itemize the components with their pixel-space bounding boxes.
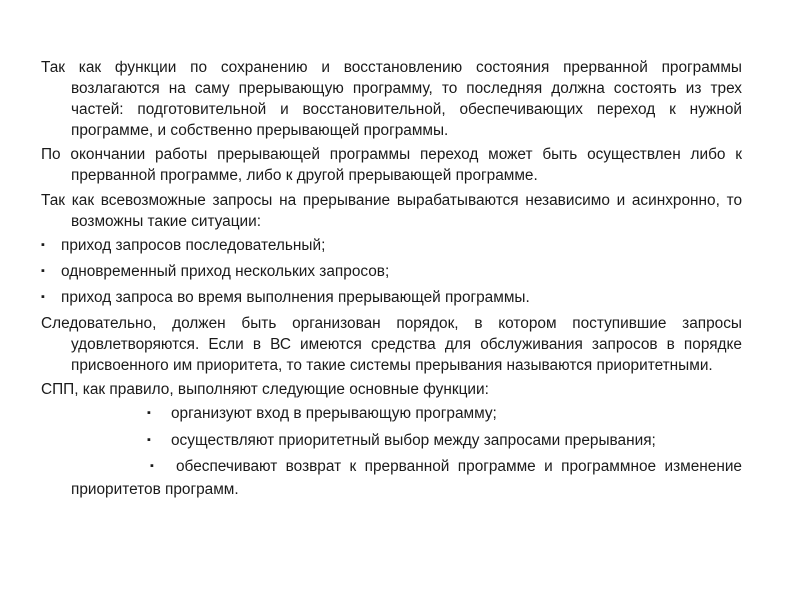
list-item-function (41, 430, 742, 453)
bullet-icon: ▪ (41, 238, 45, 251)
list-item-situation (41, 287, 742, 310)
list-item-function (41, 456, 742, 500)
bullet-icon: ▪ (150, 459, 154, 472)
bullet-icon: ▪ (147, 407, 151, 420)
function-text: обеспечивают возврат к прерванной программе и программное изменение приоритетов программ. (71, 457, 742, 498)
bullet-icon: ▪ (41, 264, 45, 277)
function-text: организуют вход в прерывающую программу; (171, 405, 497, 423)
list-item-situation (41, 235, 742, 258)
situation-text: одновременный приход нескольких запросов; (61, 262, 390, 280)
function-text: осуществляют приоритетный выбор между запросами прерывания; (171, 431, 656, 449)
slide-text-body (41, 57, 742, 500)
paragraph-interrupt-program-parts: Так как функции по сохранению и восстановлению состояния прерванной программы возлагаются на саму прерывающую программу, то последняя должна состоять из трех частей: подготовительной и восстановительной, обеспечивающих переход к нужной программе, и собственно прерывающей программы. (41, 59, 742, 140)
paragraph-spp-functions-intro: СПП, как правило, выполняют следующие основные функции: (41, 381, 489, 399)
list-item-function (41, 403, 742, 426)
paragraph-async-requests: Так как всевозможные запросы на прерывание вырабатываются независимо и асинхронно, то возможны такие ситуации: (41, 191, 742, 230)
list-item-situation (41, 261, 742, 284)
paragraph-transition-after-interrupt: По окончании работы прерывающей программы переход может быть осуществлен либо к прерванной программе, либо к другой прерывающей программе. (41, 146, 742, 185)
bullet-icon: ▪ (41, 290, 45, 303)
paragraph-priority-systems: Следовательно, должен быть организован порядок, в котором поступившие запросы удовлетворяются. Если в ВС имеются средства для обслуживания запросов в порядке присвоенного им приоритета, то такие системы прерывания называются приоритетными. (41, 315, 742, 375)
situation-text: приход запросов последовательный; (61, 236, 326, 254)
situation-text: приход запроса во время выполнения прерывающей программы. (61, 288, 530, 306)
bullet-icon: ▪ (147, 433, 151, 446)
